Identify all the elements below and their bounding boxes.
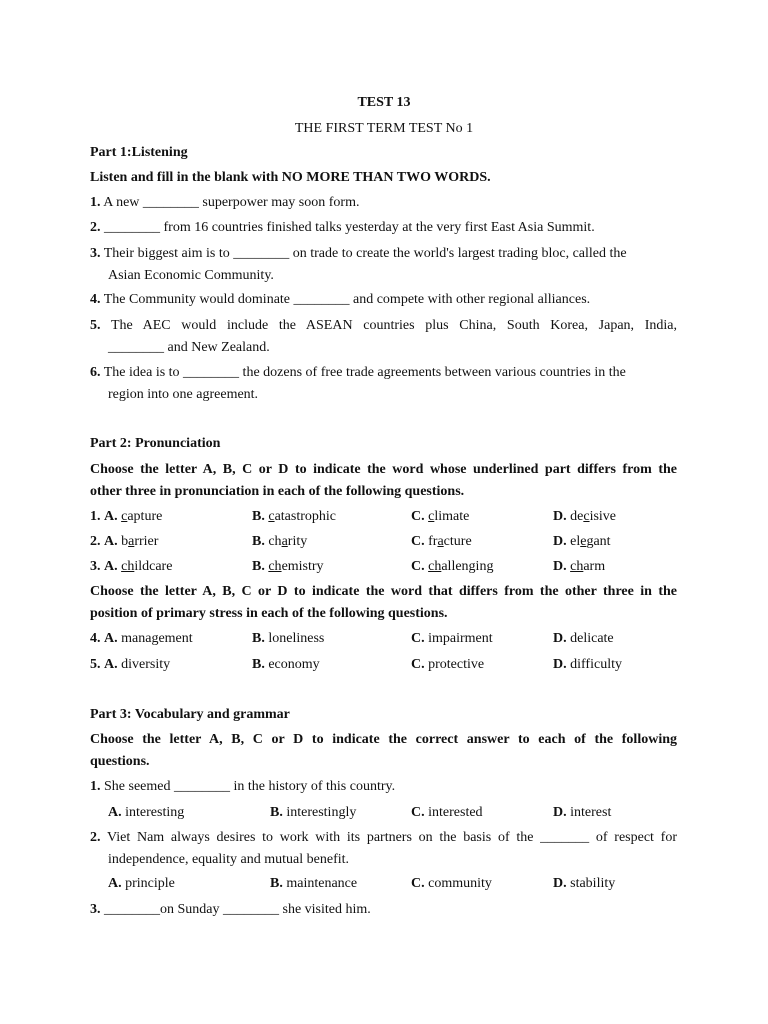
option-letter: C. <box>411 631 425 646</box>
word-suffix: isive <box>589 509 617 524</box>
underlined-part: c <box>583 509 590 524</box>
word-suffix: emistry <box>281 559 324 574</box>
word-suffix: atastrophic <box>274 509 336 524</box>
part1-question-6-continued: region into one agreement. <box>108 387 259 402</box>
part1-question-1 <box>90 194 359 212</box>
part2-question-4-option-b <box>252 630 324 648</box>
option-letter: B. <box>252 509 265 524</box>
option-text: economy <box>268 657 320 672</box>
question-number: 2. <box>90 534 101 549</box>
question-text: The Community would dominate ________ and compete with other regional alliances. <box>103 292 591 307</box>
part3-question-1-option-c <box>411 804 483 822</box>
option-letter: D. <box>553 509 567 524</box>
underlined-part: ch <box>570 559 584 574</box>
underlined-part: e <box>580 534 587 549</box>
underlined-part: ch <box>121 559 135 574</box>
question-number: 5. <box>90 318 101 333</box>
option-letter: A. <box>108 805 122 820</box>
part1-question-5 <box>90 317 677 335</box>
word-suffix: apture <box>127 509 163 524</box>
test-number: TEST 13 <box>357 95 411 110</box>
part2-question-2-option-a <box>90 533 158 551</box>
part3-question-1 <box>90 778 395 796</box>
part3-instruction: Choose the letter A, B, C or D to indicate the correct answer to each of the following <box>90 732 677 747</box>
question-number: 3. <box>90 559 101 574</box>
option-text: interested <box>428 805 483 820</box>
option-text: difficulty <box>570 657 622 672</box>
part1-heading: Part 1:Listening <box>90 145 188 160</box>
underlined-part: a <box>437 534 444 549</box>
part2-question-5-option-c <box>411 656 484 674</box>
question-number: 1. <box>90 195 101 210</box>
part2-question-4-option-a <box>90 630 193 648</box>
part2-question-4-option-d <box>553 630 614 648</box>
part2-instruction: Choose the letter A, B, C or D to indicate the word whose underlined part differs from the <box>90 462 677 477</box>
part2-instruction-continued: other three in pronunciation in each of the following questions. <box>90 484 465 499</box>
question-number: 2. <box>90 220 101 235</box>
underlined-part: c <box>428 509 435 524</box>
part3-question-2 <box>90 829 677 847</box>
question-text: ________on Sunday ________ she visited him. <box>104 902 371 917</box>
option-text: management <box>121 631 193 646</box>
word-prefix: el <box>570 534 581 549</box>
part2-question-2-option-b <box>252 533 307 551</box>
part3-heading: Part 3: Vocabulary and grammar <box>90 707 290 722</box>
word-suffix: arm <box>583 559 606 574</box>
option-letter: C. <box>411 876 425 891</box>
option-letter: C. <box>411 805 425 820</box>
part2-question-3-option-d <box>553 558 605 576</box>
question-number: 2. <box>90 830 101 845</box>
part3-question-1-option-a <box>108 804 184 822</box>
question-number: 5. <box>90 657 101 672</box>
option-letter: C. <box>411 509 425 524</box>
part2-question-1-option-d <box>553 508 616 526</box>
question-text: ________ from 16 countries finished talks yesterday at the very first East Asia Summit. <box>104 220 595 235</box>
part3-question-2-option-a <box>108 875 175 893</box>
underlined-part: c <box>268 509 275 524</box>
part1-question-2 <box>90 219 595 237</box>
option-text: delicate <box>570 631 614 646</box>
option-text: maintenance <box>286 876 358 891</box>
question-number: 1. <box>90 509 101 524</box>
question-text: The idea is to ________ the dozens of free trade agreements between various countries in the <box>103 365 626 380</box>
word-prefix: b <box>121 534 129 549</box>
option-letter: B. <box>270 876 283 891</box>
option-letter: A. <box>104 657 118 672</box>
part2-question-3-option-c <box>411 558 493 576</box>
underlined-part: ch <box>428 559 442 574</box>
part2-heading: Part 2: Pronunciation <box>90 436 221 451</box>
question-number: 6. <box>90 365 101 380</box>
question-number: 4. <box>90 292 101 307</box>
word-suffix: ildcare <box>134 559 173 574</box>
option-letter: B. <box>252 559 265 574</box>
question-number: 3. <box>90 902 101 917</box>
question-number: 4. <box>90 631 101 646</box>
option-letter: D. <box>553 534 567 549</box>
word-suffix: rrier <box>134 534 159 549</box>
word-suffix: rity <box>287 534 308 549</box>
part2-question-2-option-c <box>411 533 472 551</box>
option-letter: C. <box>411 559 425 574</box>
part2-question-1-option-a <box>90 508 162 526</box>
option-text: protective <box>428 657 485 672</box>
option-text: interestingly <box>286 805 357 820</box>
option-letter: D. <box>553 805 567 820</box>
option-letter: B. <box>252 631 265 646</box>
option-letter: A. <box>104 509 118 524</box>
option-letter: D. <box>553 631 567 646</box>
word-suffix: limate <box>434 509 470 524</box>
part1-question-3 <box>90 245 627 263</box>
word-suffix: cture <box>443 534 472 549</box>
test-subtitle: THE FIRST TERM TEST No 1 <box>294 121 474 136</box>
option-letter: A. <box>104 559 118 574</box>
underlined-part: a <box>281 534 288 549</box>
question-text: She seemed ________ in the history of this country. <box>104 779 396 794</box>
part2-question-3-option-a <box>90 558 172 576</box>
part2-question-1-option-b <box>252 508 336 526</box>
question-number: 1. <box>90 779 101 794</box>
part3-question-2-continued: independence, equality and mutual benefit. <box>108 852 350 867</box>
part3-question-3 <box>90 901 371 919</box>
part2-stress-instruction-continued: position of primary stress in each of the following questions. <box>90 606 448 621</box>
option-letter: B. <box>252 657 265 672</box>
option-letter: A. <box>104 631 118 646</box>
word-suffix: gant <box>586 534 611 549</box>
question-text: Their biggest aim is to ________ on trade to create the world's largest trading bloc, called the <box>103 246 627 261</box>
part2-question-2-option-d <box>553 533 611 551</box>
option-letter: B. <box>252 534 265 549</box>
option-letter: D. <box>553 559 567 574</box>
part1-instruction: Listen and fill in the blank with NO MORE THAN TWO WORDS. <box>90 170 491 185</box>
option-text: stability <box>570 876 616 891</box>
option-letter: A. <box>108 876 122 891</box>
word-prefix: de <box>570 509 584 524</box>
option-letter: D. <box>553 657 567 672</box>
part2-stress-instruction: Choose the letter A, B, C or D to indicate the word that differs from the other three in the <box>90 584 677 599</box>
part2-question-5-option-b <box>252 656 320 674</box>
option-letter: B. <box>270 805 283 820</box>
underlined-part: c <box>121 509 128 524</box>
part3-instruction-continued: questions. <box>90 754 150 769</box>
option-text: diversity <box>121 657 171 672</box>
option-letter: D. <box>553 876 567 891</box>
word-prefix: ch <box>268 534 282 549</box>
part3-question-1-option-b <box>270 804 356 822</box>
part1-question-5-continued: ________ and New Zealand. <box>108 340 270 355</box>
part1-question-6 <box>90 364 626 382</box>
part2-question-3-option-b <box>252 558 324 576</box>
word-prefix: fr <box>428 534 438 549</box>
option-text: community <box>428 876 492 891</box>
option-text: interesting <box>125 805 185 820</box>
part2-question-5-option-d <box>553 656 622 674</box>
option-text: impairment <box>428 631 493 646</box>
part2-question-4-option-c <box>411 630 493 648</box>
word-suffix: allenging <box>441 559 494 574</box>
question-text: The AEC would include the ASEAN countries plus China, South Korea, Japan, India, <box>110 318 677 333</box>
option-text: loneliness <box>268 631 325 646</box>
option-letter: C. <box>411 657 425 672</box>
option-letter: A. <box>104 534 118 549</box>
option-letter: C. <box>411 534 425 549</box>
part1-question-4 <box>90 291 590 309</box>
part3-question-2-option-d <box>553 875 615 893</box>
part3-question-2-option-b <box>270 875 357 893</box>
part2-question-5-option-a <box>90 656 170 674</box>
question-text: A new ________ superpower may soon form. <box>103 195 360 210</box>
question-number: 3. <box>90 246 101 261</box>
part2-question-1-option-c <box>411 508 469 526</box>
option-text: interest <box>570 805 612 820</box>
question-text: Viet Nam always desires to work with its partners on the basis of the _______ of respect for <box>106 830 677 845</box>
option-text: principle <box>125 876 175 891</box>
underlined-part: a <box>128 534 135 549</box>
part1-question-3-continued: Asian Economic Community. <box>108 268 274 283</box>
part3-question-2-option-c <box>411 875 492 893</box>
part3-question-1-option-d <box>553 804 611 822</box>
underlined-part: ch <box>268 559 282 574</box>
